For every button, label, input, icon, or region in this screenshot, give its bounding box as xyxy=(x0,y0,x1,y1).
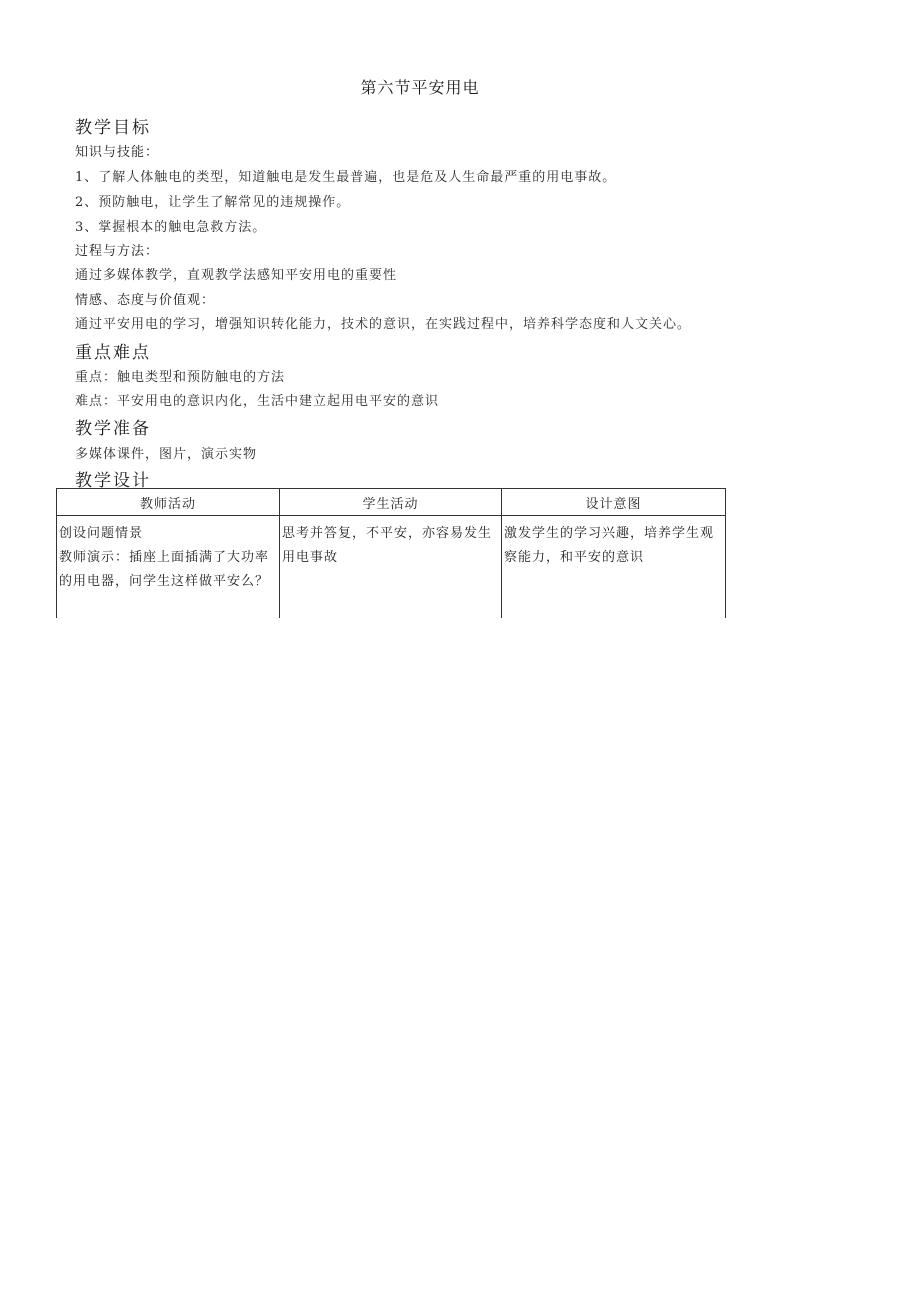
table-row xyxy=(57,516,726,619)
intent-line-1: 激发学生的学习兴趣，培养学生观 xyxy=(504,526,715,541)
key-points-heading: 重点难点 xyxy=(75,343,151,363)
teacher-line-3: 的用电器，问学生这样做平安么？ xyxy=(59,574,270,589)
student-line-2: 用电事故 xyxy=(282,550,339,565)
preparation-text: 多媒体课件，图片，演示实物 xyxy=(75,447,258,462)
process-text: 通过多媒体教学，直观教学法感知平安用电的重要性 xyxy=(75,268,398,283)
knowledge-item-1: 1、了解人体触电的类型，知道触电是发生最普遍，也是危及人生命最严重的用电事故。 xyxy=(75,170,617,185)
knowledge-item-2: 2、预防触电，让学生了解常见的违规操作。 xyxy=(75,195,351,210)
teacher-line-2: 教师演示：插座上面插满了大功率 xyxy=(59,550,270,565)
objectives-heading: 教学目标 xyxy=(75,118,151,138)
emotion-text: 通过平安用电的学习，增强知识转化能力，技术的意识，在实践过程中，培养科学态度和人文关心。 xyxy=(75,317,692,332)
knowledge-label: 知识与技能： xyxy=(75,145,160,160)
preparation-heading: 教学准备 xyxy=(75,419,151,439)
design-table xyxy=(56,488,726,618)
process-label: 过程与方法： xyxy=(75,244,160,259)
intent-line-2: 察能力，和平安的意识 xyxy=(504,550,645,565)
design-heading: 教学设计 xyxy=(75,471,151,491)
teacher-line-1: 创设问题情景 xyxy=(59,526,144,541)
key-point-text: 重点：触电类型和预防触电的方法 xyxy=(75,370,286,385)
knowledge-item-3: 3、掌握根本的触电急救方法。 xyxy=(75,220,267,235)
column-header-intent: 设计意图 xyxy=(502,489,726,516)
student-activity-cell xyxy=(280,516,502,619)
difficult-point-text: 难点：平安用电的意识内化，生活中建立起用电平安的意识 xyxy=(75,394,440,409)
column-header-student: 学生活动 xyxy=(280,489,502,516)
student-line-1: 思考并答复，不平安，亦容易发生 xyxy=(282,526,493,541)
teacher-activity-cell xyxy=(57,516,280,619)
page-title: 第六节平安用电 xyxy=(360,78,480,97)
emotion-label: 情感、态度与价值观： xyxy=(75,293,216,308)
column-header-teacher: 教师活动 xyxy=(57,489,280,516)
table-header-row xyxy=(57,489,726,516)
design-intent-cell xyxy=(502,516,726,619)
